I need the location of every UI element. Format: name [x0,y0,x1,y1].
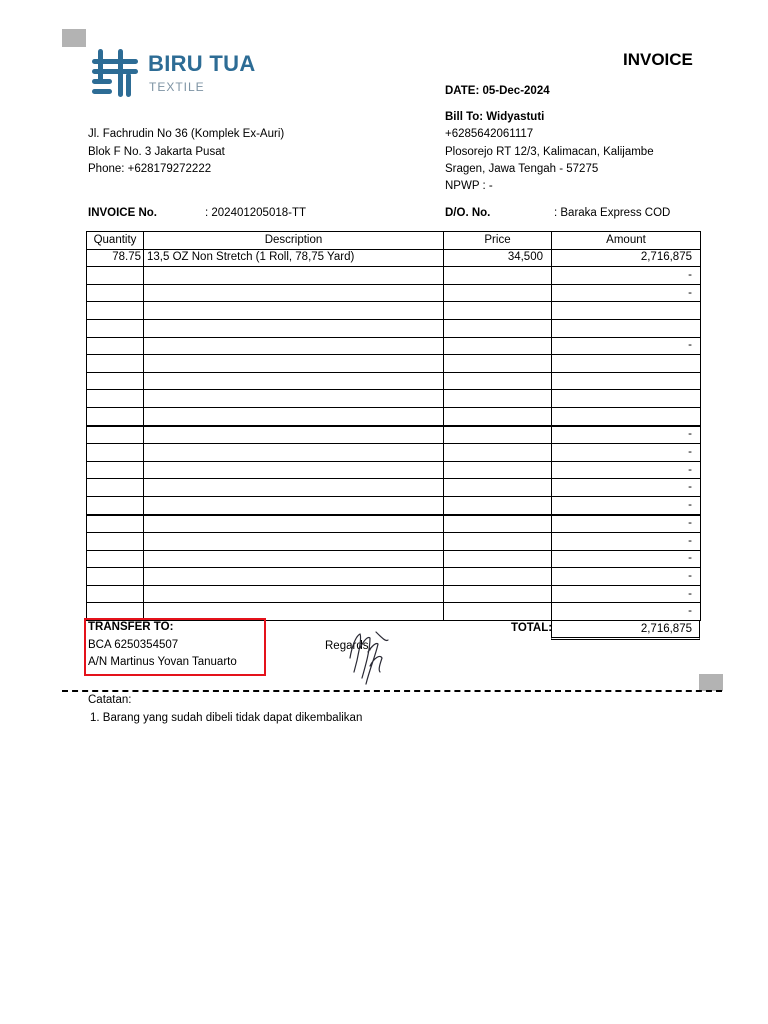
cell-quantity [87,355,144,373]
cell-amount: - [552,550,701,568]
cell-price [444,267,552,285]
cell-quantity [87,302,144,320]
cell-description [144,515,444,533]
signature-image [340,628,392,690]
bill-to-heading: Bill To: Widyastuti [445,111,545,123]
cell-quantity [87,444,144,462]
table-row [87,267,701,285]
do-no-label: D/O. No. [445,207,491,219]
cell-price [444,284,552,302]
cell-amount [552,372,701,390]
cell-description [144,390,444,408]
cell-description [144,585,444,603]
brand-name: BIRU TUA [148,51,256,76]
table-body [87,249,701,620]
cell-quantity [87,496,144,514]
cell-amount: - [552,461,701,479]
table-row [87,355,701,373]
cell-amount: - [552,533,701,551]
cell-description [144,568,444,586]
cell-description: 13,5 OZ Non Stretch (1 Roll, 78,75 Yard) [144,249,444,267]
cell-amount: - [552,568,701,586]
cell-description [144,319,444,337]
cell-amount [552,390,701,408]
cell-quantity [87,267,144,285]
cell-description [144,407,444,425]
cell-amount: - [552,603,701,621]
cell-description [144,284,444,302]
cell-price [444,515,552,533]
cell-description [144,302,444,320]
notes-item: 1. Barang yang sudah dibeli tidak dapat dikembalikan [90,712,363,724]
table-row [87,568,701,586]
cell-description [144,426,444,444]
cell-price [444,550,552,568]
cell-amount: - [552,444,701,462]
cell-price: 34,500 [444,249,552,267]
cell-amount [552,302,701,320]
cell-price [444,319,552,337]
table-row [87,284,701,302]
cell-quantity [87,585,144,603]
table-row [87,319,701,337]
cell-amount: - [552,515,701,533]
cell-description [144,444,444,462]
cell-price [444,444,552,462]
table-row [87,585,701,603]
transfer-heading: TRANSFER TO: [88,621,174,633]
cell-amount: - [552,284,701,302]
cell-quantity [87,568,144,586]
table-row [87,496,701,514]
column-header-description: Description [144,232,444,250]
cell-quantity [87,372,144,390]
bill-to-address-line: Sragen, Jawa Tengah - 57275 [445,163,599,175]
cell-price [444,302,552,320]
do-no-value: : Baraka Express COD [554,207,671,219]
cell-amount [552,319,701,337]
cell-quantity [87,515,144,533]
cell-price [444,603,552,621]
cell-amount: - [552,585,701,603]
cell-price [444,426,552,444]
dashed-divider [62,690,722,692]
cell-price [444,407,552,425]
cell-quantity [87,426,144,444]
cell-price [444,337,552,355]
cell-quantity [87,479,144,497]
cell-quantity [87,461,144,479]
corner-marker-right [699,674,723,691]
table-row [87,390,701,408]
seller-address-line: Jl. Fachrudin No 36 (Komplek Ex-Auri) [88,128,285,140]
cell-amount [552,355,701,373]
cell-price [444,568,552,586]
seller-phone: Phone: +628179272222 [88,163,212,175]
cell-quantity [87,337,144,355]
cell-description [144,479,444,497]
table-header-row [87,232,701,250]
total-amount: 2,716,875 [640,623,692,635]
total-label: TOTAL: [511,622,553,634]
cell-price [444,461,552,479]
table-row [87,479,701,497]
cell-description [144,337,444,355]
page-title: INVOICE [623,50,693,69]
cell-price [444,496,552,514]
transfer-account-name: A/N Martinus Yovan Tanuarto [88,656,237,668]
brand-subtitle: TEXTILE [149,80,205,94]
cell-quantity: 78.75 [87,249,144,267]
table-row [87,550,701,568]
transfer-bank-account: BCA 6250354507 [88,639,179,651]
bill-to-address-line: Plosorejo RT 12/3, Kalimacan, Kalijambe [445,146,654,158]
cell-quantity [87,407,144,425]
cell-amount: - [552,496,701,514]
invoice-no-value: : 202401205018-TT [205,207,307,219]
cell-price [444,372,552,390]
invoice-items-table [86,231,701,621]
cell-quantity [87,533,144,551]
cell-amount: 2,716,875 [552,249,701,267]
table-row [87,372,701,390]
brand-logo-icon [90,47,142,99]
cell-price [444,355,552,373]
cell-amount: - [552,479,701,497]
cell-price [444,533,552,551]
column-header-price: Price [444,232,552,250]
bill-to-phone: +6285642061117 [445,128,534,140]
cell-quantity [87,284,144,302]
bill-to-npwp: NPWP : - [445,180,493,192]
cell-quantity [87,390,144,408]
cell-amount [552,407,701,425]
cell-description [144,533,444,551]
table-row [87,337,701,355]
seller-address-line: Blok F No. 3 Jakarta Pusat [88,146,225,158]
cell-description [144,461,444,479]
cell-amount: - [552,337,701,355]
cell-quantity [87,319,144,337]
cell-amount: - [552,267,701,285]
cell-amount: - [552,426,701,444]
column-header-quantity: Quantity [87,232,144,250]
table-row [87,533,701,551]
cell-description [144,496,444,514]
column-header-amount: Amount [552,232,701,250]
notes-heading: Catatan: [88,694,132,706]
cell-quantity [87,550,144,568]
invoice-date: DATE: 05-Dec-2024 [445,85,550,97]
invoice-no-label: INVOICE No. [88,207,158,219]
table-row [87,515,701,533]
cell-price [444,585,552,603]
regards-text: Regards, [325,640,372,652]
table-row [87,444,701,462]
table-row [87,461,701,479]
cell-description [144,355,444,373]
table-row [87,426,701,444]
total-amount-cell [551,620,700,640]
cell-price [444,479,552,497]
corner-marker-top-left [62,29,86,47]
table-row [87,302,701,320]
cell-price [444,390,552,408]
table-row [87,407,701,425]
cell-description [144,550,444,568]
table-row [87,249,701,267]
cell-description [144,267,444,285]
cell-description [144,372,444,390]
